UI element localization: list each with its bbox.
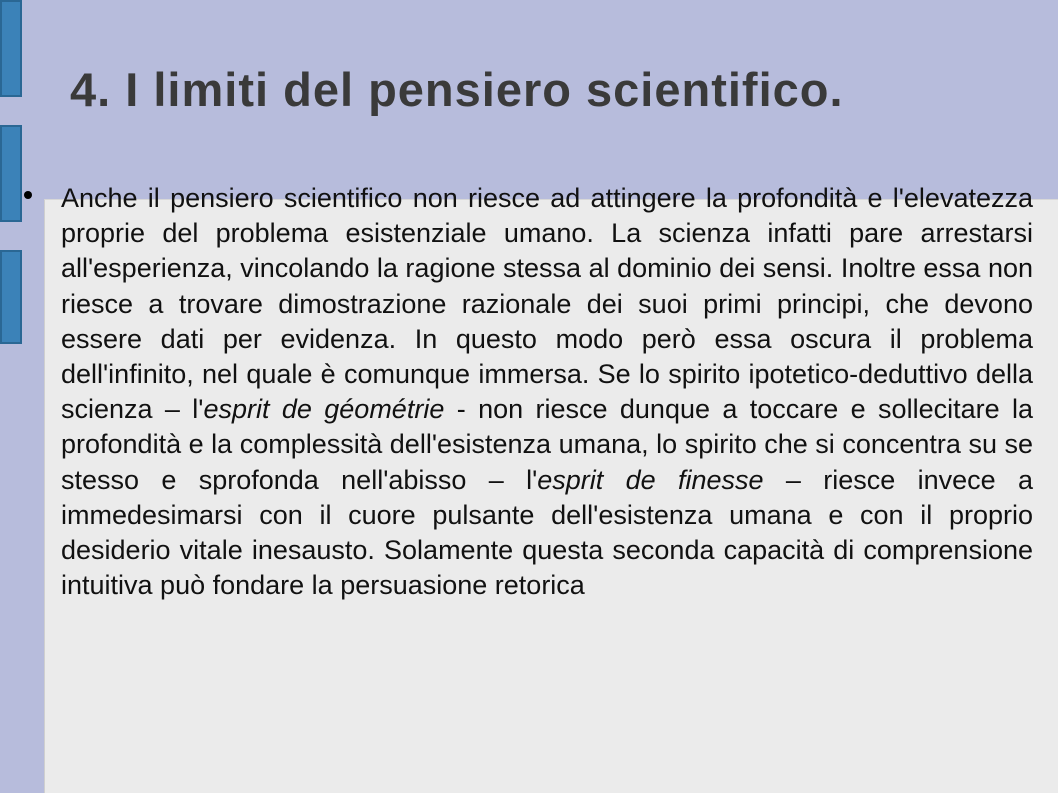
decorative-bar-top [0,0,22,97]
paragraph-italic-esprit-de-geometrie: esprit de géométrie [203,394,445,425]
slide-title: 4. I limiti del pensiero scientifico. [70,63,844,116]
decorative-bar-bottom [0,250,22,344]
paragraph-italic-esprit-de-finesse: esprit de finesse [537,464,764,495]
decorative-bar-middle [0,125,22,222]
slide-body-paragraph [61,181,1033,603]
bullet-point-icon [24,191,32,199]
paragraph-text-part1: Anche il pensiero scientifico non riesce ad attingere la profondità e l'elevatezza proprie del problema esistenziale umano. La scienza infatti pare arrestarsi all'esperienza, vincolando la ragione stessa al dominio dei sensi. Inoltre essa non riesce a trovare dimostrazione razionale dei suoi primi principi, che devono essere dati per evidenza. In questo modo però essa oscura il problema dell'infinito, nel quale è comunque immersa. Se lo spirito ipotetico-deduttivo della scienza – l' [61,183,1033,425]
paragraph-text-part3: – riesce invece a immedesimarsi con il cuore pulsante dell'esistenza umana e con il proprio desiderio vitale inesausto. Solamente questa seconda capacità di comprensione intuitiva può fondare la persuasione retorica [61,464,1034,601]
paragraph-text-part2: - non riesce dunque a toccare e sollecitare la profondità e la complessità dell'esistenza umana, lo spirito che si concentra su se stesso e sprofonda nell'abisso – l' [61,394,1033,495]
